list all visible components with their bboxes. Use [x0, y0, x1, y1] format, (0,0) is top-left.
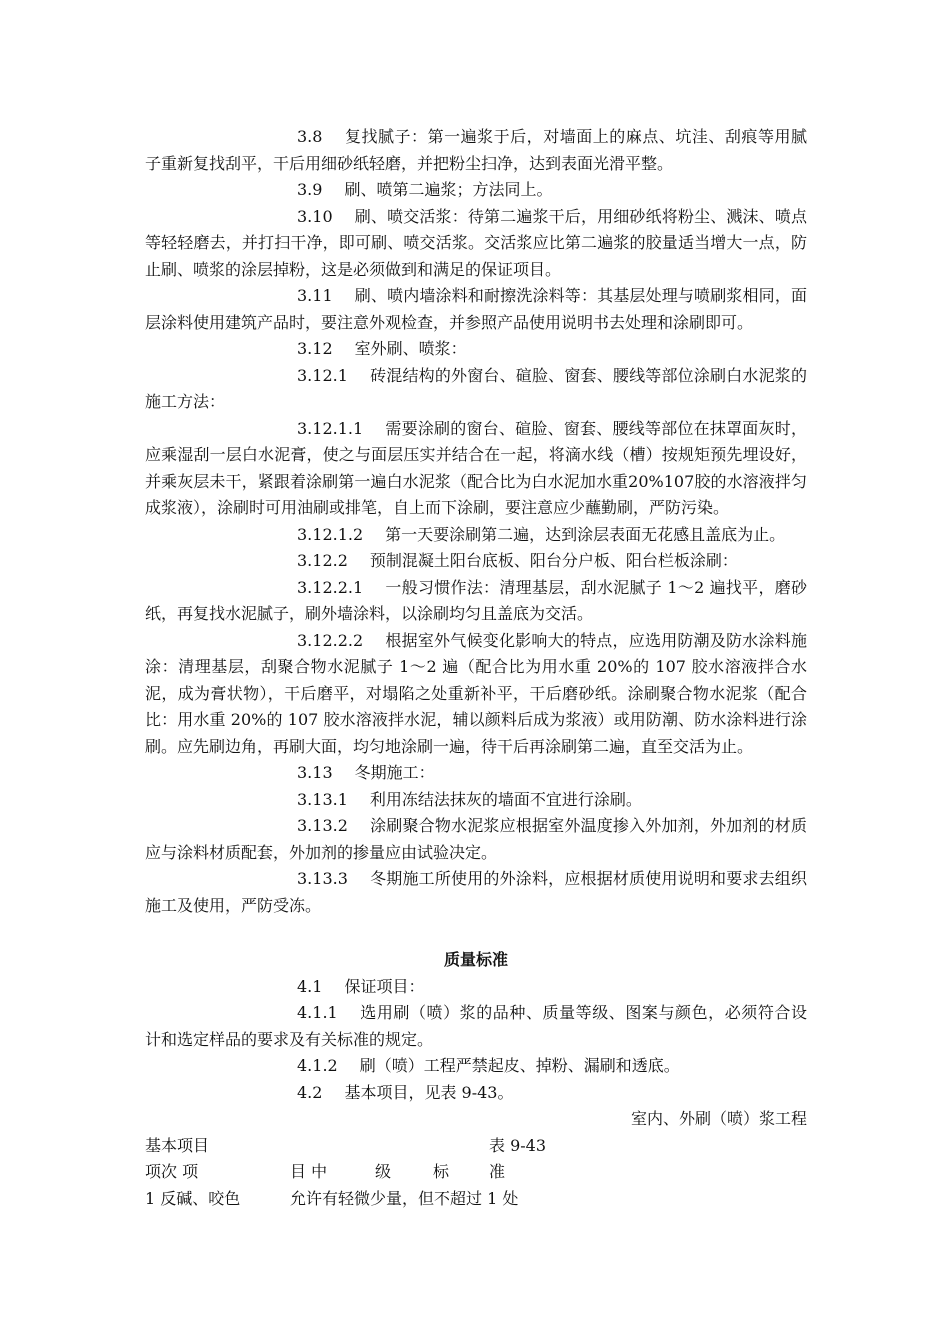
clause-number: 3.12 — [297, 339, 333, 358]
paragraph-3-12-1-2 — [145, 522, 807, 549]
clause-number: 3.12.2.2 — [297, 630, 364, 650]
paragraph-3-13 — [145, 760, 807, 787]
paragraph-3-8 — [145, 124, 807, 177]
table-header-row — [145, 1159, 807, 1186]
table-subtitle-row — [145, 1133, 807, 1160]
clause-text: 复找腻子：第一遍浆于后，对墙面上的麻点、坑洼、刮痕等用腻子重新复找刮平，干后用细砂纸轻磨，并把粉尘扫净，达到表面光滑平整。 — [145, 127, 807, 173]
clause-text: 刷、喷第二遍浆；方法同上。 — [344, 180, 553, 199]
table-header-c3: 准 — [489, 1162, 506, 1181]
clause-text: 冬期施工： — [354, 763, 435, 782]
body-text — [145, 124, 807, 1212]
clause-number: 3.10 — [297, 206, 333, 226]
clause-number: 4.1.2 — [297, 1056, 338, 1075]
clause-text: 保证项目： — [344, 976, 425, 996]
clause-text: 刷（喷）工程严禁起皮、掉粉、漏刷和透底。 — [359, 1056, 680, 1075]
table-header-left: 项次 项 — [145, 1162, 199, 1181]
paragraph-3-13-1 — [145, 787, 807, 814]
paragraph-3-9 — [145, 177, 807, 204]
clause-number: 3.12.1.2 — [297, 524, 364, 544]
clause-text: 一般习惯作法：清理基层，刮水泥腻子 1～2 遍找平，磨砂纸，再复找水泥腻子，刷外墙涂料，以涂刷均匀且盖底为交活。 — [145, 577, 807, 623]
table-row — [145, 1186, 807, 1213]
clause-number: 4.1.1 — [297, 1003, 338, 1022]
table-number: 表 9-43 — [489, 1135, 547, 1155]
clause-text: 刷、喷交活浆：待第二遍浆干后，用细砂纸将粉尘、溅沫、喷点等轻轻磨去，并打扫干净，即可刷、喷交活浆。交活浆应比第二遍浆的胶量适当增大一点，防止刷、喷浆的涂层掉粉，这是必须做到和满足的保证项目。 — [145, 206, 807, 279]
table-caption: 室内、外刷（喷）浆工程 — [630, 1109, 807, 1128]
clause-text: 利用冻结法抹灰的墙面不宜进行涂刷。 — [369, 789, 642, 809]
clause-number: 4.1 — [297, 976, 323, 996]
clause-number: 3.12.2 — [297, 551, 348, 570]
table-row-item: 1 反碱、咬色 — [145, 1188, 241, 1208]
paragraph-4-1-1 — [145, 1000, 807, 1053]
paragraph-3-13-3 — [145, 866, 807, 919]
clause-text: 需要涂刷的窗台、碹脸、窗套、腰线等部位在抹罩面灰时，应乘湿刮一层白水泥膏，使之与面层压实并结合在一起，将滴水线（槽）按规矩预先埋设好，并乘灰层未干，紧跟着涂刷第一遍白水泥浆（配合比为白水泥加水重20%107胶的水溶液拌匀成浆液），涂刷时可用油刷或排笔，自上而下涂刷，要注意应少蘸勤刷，严防污染。 — [145, 418, 807, 517]
clause-number: 3.11 — [297, 286, 333, 305]
clause-text: 刷、喷内墙涂料和耐擦洗涂料等：其基层处理与喷刷浆相同，面层涂料使用建筑产品时，要注意外观检查，并参照产品使用说明书去处理和涂刷即可。 — [145, 286, 807, 332]
paragraph-3-12-1 — [145, 363, 807, 416]
clause-text: 选用刷（喷）浆的品种、质量等级、图案与颜色，必须符合设计和选定样品的要求及有关标准的规定。 — [145, 1003, 807, 1049]
paragraph-3-11 — [145, 283, 807, 336]
paragraph-3-12 — [145, 336, 807, 363]
clause-text: 涂刷聚合物水泥浆应根据室外温度掺入外加剂，外加剂的材质应与涂料材质配套，外加剂的掺量应由试验决定。 — [145, 816, 807, 862]
table-header-c2: 标 — [433, 1162, 450, 1181]
paragraph-3-13-2 — [145, 813, 807, 866]
clause-number: 3.13.2 — [297, 816, 348, 835]
paragraph-3-12-2 — [145, 548, 807, 575]
paragraph-3-12-2-2 — [145, 628, 807, 761]
table-subtitle-left: 基本项目 — [145, 1135, 210, 1155]
clause-number: 3.8 — [297, 127, 323, 146]
clause-number: 3.12.2.1 — [297, 577, 364, 597]
clause-number: 3.13.1 — [297, 789, 348, 809]
clause-text: 砖混结构的外窗台、碹脸、窗套、腰线等部位涂刷白水泥浆的施工方法： — [145, 365, 807, 411]
paragraph-4-2 — [145, 1080, 807, 1107]
clause-number: 3.13 — [297, 763, 333, 782]
section-heading: 质量标准 — [443, 950, 508, 969]
clause-number: 3.12.1 — [297, 365, 348, 385]
clause-number: 4.2 — [297, 1082, 323, 1102]
paragraph-3-12-1-1 — [145, 416, 807, 522]
clause-text: 冬期施工所使用的外涂料，应根据材质使用说明和要求去组织施工及使用，严防受冻。 — [145, 869, 807, 915]
clause-number: 3.12.1.1 — [297, 418, 364, 438]
paragraph-4-1 — [145, 974, 807, 1001]
clause-text: 第一天要涂刷第二遍，达到涂层表面无花感且盖底为止。 — [385, 524, 786, 544]
clause-text: 根据室外气候变化影响大的特点，应选用防潮及防水涂料施涂：清理基层，刮聚合物水泥腻子 1～2 遍（配合比为用水重 20%的 107 胶水溶液拌合水泥，成为膏状物），干后磨平，对塌陷之处重新补平，干后磨砂纸。涂刷聚合物水泥浆（配合比：用水重 20%的 107 胶水溶液拌水泥，辅以颜料后成为浆液）或用防潮、防水涂料进行涂刷。应先刷边角，再刷大面，均匀地涂刷一遍，待干后再涂刷第二遍，直至交活为止。 — [145, 630, 807, 756]
clause-number: 3.9 — [297, 180, 323, 199]
paragraph-3-12-2-1 — [145, 575, 807, 628]
clause-text: 预制混凝土阳台底板、阳台分户板、阳台栏板涂刷： — [369, 551, 738, 570]
table-row-standard: 允许有轻微少量，但不超过 1 处 — [290, 1188, 519, 1208]
table-header-c1: 级 — [375, 1162, 392, 1181]
clause-text: 室外刷、喷浆： — [354, 339, 467, 358]
paragraph-4-1-2 — [145, 1053, 807, 1080]
paragraph-3-10 — [145, 204, 807, 284]
clause-number: 3.13.3 — [297, 869, 348, 888]
clause-text: 基本项目，见表 9-43。 — [344, 1082, 514, 1102]
table-header-mid: 目 中 — [290, 1162, 328, 1181]
